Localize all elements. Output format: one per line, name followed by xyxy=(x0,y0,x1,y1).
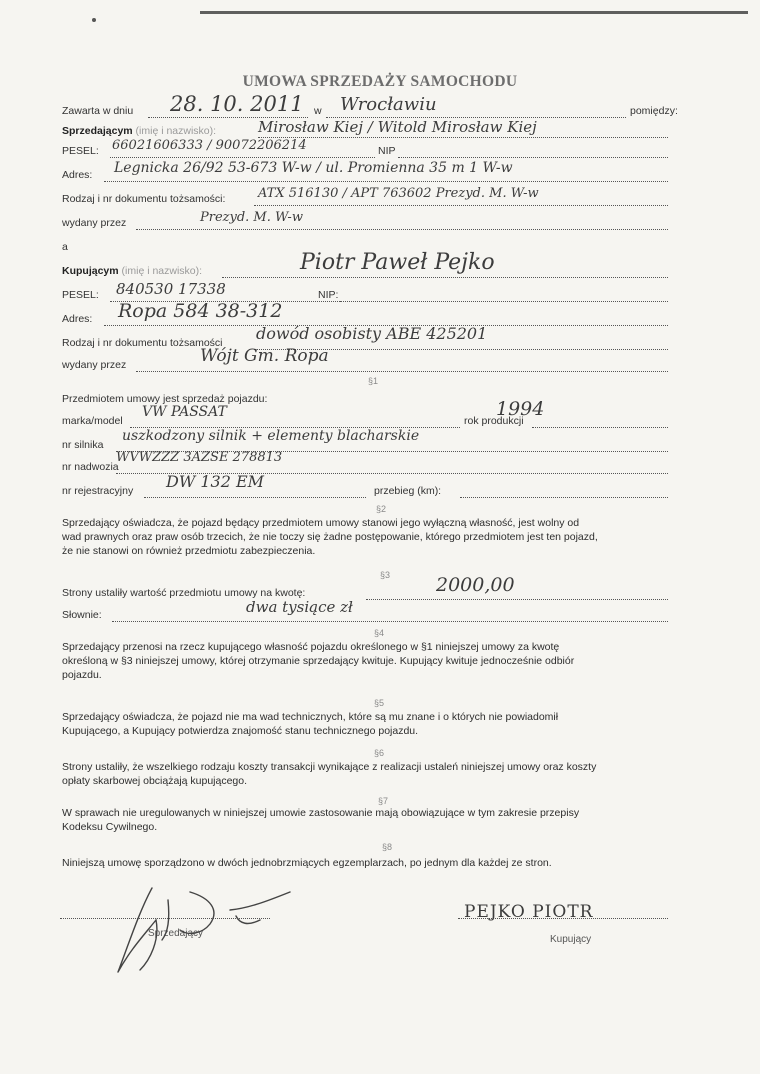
document-title: UMOWA SPRZEDAŻY SAMOCHODU xyxy=(242,73,518,90)
label-subject-intro: Przedmiotem umowy jest sprzedaż pojazdu: xyxy=(62,393,268,405)
paragraph-6: Strony ustaliły, że wszelkiego rodzaju koszty transakcji wynikające z realizacji ustaleń niniejszej umowy oraz koszty opłaty skarbowej obciążają kupującego. xyxy=(62,761,597,787)
hand-seller-name: Mirosław Kiej / Witold Mirosław Kiej xyxy=(258,118,537,136)
dotted-line xyxy=(340,301,668,302)
scan-speck xyxy=(92,18,96,22)
seller-signature-icon xyxy=(110,880,310,980)
row-words xyxy=(62,602,668,624)
label-seller-address: Adres: xyxy=(62,169,93,181)
label-buyer-nip: NIP: xyxy=(318,289,339,301)
label-vin: nr nadwozia xyxy=(62,461,119,473)
label-mileage: przebieg (km): xyxy=(374,485,442,497)
hand-city: Wrocławiu xyxy=(340,94,437,115)
section-7-mark: §7 xyxy=(378,796,389,806)
section-1-mark: §1 xyxy=(368,376,379,386)
label-buyer: Kupującym xyxy=(62,265,119,277)
label-seller: Sprzedającym xyxy=(62,125,133,137)
row-buyer-issued xyxy=(62,352,668,374)
section-6-mark: §6 xyxy=(374,748,385,758)
section-5-mark: §5 xyxy=(374,698,385,708)
paragraph-2: Sprzedający oświadcza, że pojazd będący przedmiotem umowy stanowi jego wyłączną własność, jest wolny od wad prawnych oraz praw osób trzecich, że nie toczy się żadne postępowanie, którego przedmiotem jest ten pojazd, że nie stanowi on również przedmiotu zabezpieczenia. xyxy=(62,517,598,557)
hand-buyer-signature: PEJKO PIOTR xyxy=(464,902,594,922)
hand-date: 28. 10. 2011 xyxy=(170,92,304,116)
hand-reg: DW 132 EM xyxy=(166,472,265,491)
hand-price: 2000,00 xyxy=(436,574,515,596)
hand-year: 1994 xyxy=(496,398,545,420)
label-pomiedzy: pomiędzy: xyxy=(630,105,678,117)
dotted-line xyxy=(144,497,366,498)
hand-make: VW PASSAT xyxy=(142,404,227,420)
label-words: Słownie: xyxy=(62,609,102,621)
paragraph-8: Niniejszą umowę sporządzono w dwóch jednobrzmiących egzemplarzach, po jednym dla każdej ze stron. xyxy=(62,857,552,869)
seller-signature-label: Sprzedający xyxy=(148,928,204,939)
hand-buyer-pesel: 840530 17338 xyxy=(116,280,226,298)
label-engine: nr silnika xyxy=(62,439,104,451)
dotted-line xyxy=(460,497,668,498)
paragraph-5: Sprzedający oświadcza, że pojazd nie ma wad technicznych, które są mu znane i o których nie powiadomił Kupującego, a Kupujący potwierdza znajomość stanu technicznego pojazdu. xyxy=(62,711,559,737)
hint-buyer-name: (imię i nazwisko): xyxy=(121,265,203,277)
dotted-line xyxy=(222,277,668,278)
dotted-line xyxy=(110,157,375,158)
scan-edge xyxy=(200,11,748,14)
dotted-line xyxy=(104,181,668,182)
dotted-line xyxy=(532,427,668,428)
dotted-line xyxy=(366,599,668,600)
row-seller-issued xyxy=(62,210,668,232)
hand-engine: uszkodzony silnik + elementy blacharskie xyxy=(122,428,420,444)
dotted-line xyxy=(136,371,668,372)
dotted-line xyxy=(398,157,668,158)
hand-vin: WVWZZZ 3AZSE 278813 xyxy=(116,450,283,465)
section-8-mark: §8 xyxy=(382,842,393,852)
label-price: Strony ustaliły wartość przedmiotu umowy na kwotę: xyxy=(62,587,306,599)
label-w: w xyxy=(314,105,322,117)
section-4-mark: §4 xyxy=(374,628,385,638)
hand-words: dwa tysiące zł xyxy=(246,598,353,616)
hand-buyer-id: dowód osobisty ABE 425201 xyxy=(256,324,488,343)
label-buyer-address: Adres: xyxy=(62,313,93,325)
label-make: marka/model xyxy=(62,415,123,427)
label-zawarta: Zawarta w dniu xyxy=(62,105,134,117)
buyer-signature-label: Kupujący xyxy=(550,934,592,945)
label-seller-issued: wydany przez xyxy=(62,217,127,229)
label-buyer-issued: wydany przez xyxy=(62,359,127,371)
row-reg xyxy=(62,478,668,500)
section-2-mark: §2 xyxy=(376,504,387,514)
row-price xyxy=(62,580,668,602)
dotted-line xyxy=(254,205,668,206)
label-seller-pesel: PESEL: xyxy=(62,145,99,157)
hand-seller-address: Legnicka 26/92 53-673 W-w / ul. Promienna 35 m 1 W-w xyxy=(114,160,513,176)
label-seller-id: Rodzaj i nr dokumentu tożsamości: xyxy=(62,193,226,205)
paragraph-4: Sprzedający przenosi na rzecz kupującego własność pojazdu określonego w §1 niniejszej umowy za kwotę określoną w §3 niniejszej umowy, której otrzymanie sprzedający kwituje. Kupujący kwituje jednocześnie odbiór pojazdu. xyxy=(62,641,575,681)
paragraph-7: W sprawach nie uregulowanych w niniejszej umowie zastosowanie mają obowiązujące w tym zakresie przepisy Kodeksu Cywilnego. xyxy=(62,807,580,833)
section-3-mark: §3 xyxy=(380,570,391,580)
hand-buyer-issued: Wójt Gm. Ropa xyxy=(200,346,329,366)
label-buyer-pesel: PESEL: xyxy=(62,289,99,301)
label-seller-nip: NIP xyxy=(378,145,396,157)
hand-seller-issued: Prezyd. M. W-w xyxy=(200,210,303,225)
label-buyer-id: Rodzaj i nr dokumentu tożsamości xyxy=(62,337,223,349)
hint-seller-name: (imię i nazwisko): xyxy=(135,125,217,137)
label-year: rok produkcji xyxy=(464,415,524,427)
hand-seller-pesel: 66021606333 / 90072206214 xyxy=(112,138,307,153)
hand-seller-id: ATX 516130 / APT 763602 Prezyd. M. W-w xyxy=(258,186,539,201)
label-reg: nr rejestracyjny xyxy=(62,485,134,497)
hand-buyer-name: Piotr Paweł Pejko xyxy=(300,250,495,275)
hand-buyer-address: Ropa 584 38-312 xyxy=(118,300,283,322)
label-and: a xyxy=(62,241,68,253)
dotted-line xyxy=(136,229,668,230)
dotted-line xyxy=(112,621,668,622)
